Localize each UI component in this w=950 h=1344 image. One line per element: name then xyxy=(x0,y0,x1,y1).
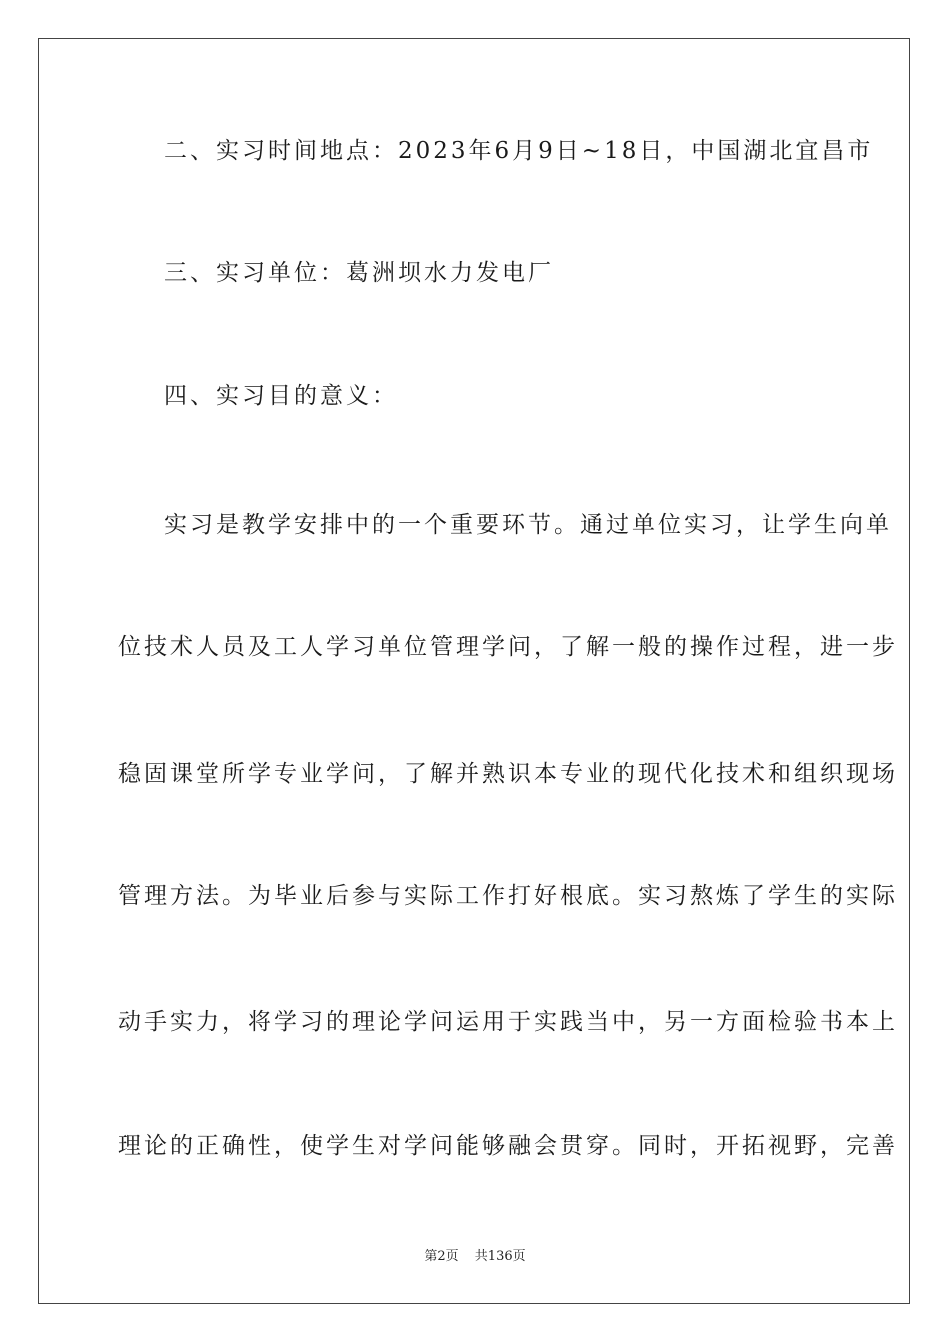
section-heading-unit: 三、实习单位：葛洲坝水力发电厂 xyxy=(164,260,554,286)
paragraph-line: 管理方法。为毕业后参与实际工作打好根底。实习熬炼了学生的实际 xyxy=(118,883,898,909)
section-heading-time-place: 二、实习时间地点：2023年6月9日~18日，中国湖北宜昌市 xyxy=(164,138,874,164)
page-border xyxy=(38,38,910,1304)
paragraph-line: 理论的正确性，使学生对学问能够融会贯穿。同时，开拓视野，完善 xyxy=(118,1133,898,1159)
section-heading-purpose: 四、实习目的意义： xyxy=(164,383,398,409)
paragraph-line: 稳固课堂所学专业学问，了解并熟识本专业的现代化技术和组织现场 xyxy=(118,761,898,787)
page-footer xyxy=(0,1245,950,1264)
paragraph-line: 实习是教学安排中的一个重要环节。通过单位实习，让学生向单 xyxy=(164,512,892,538)
paragraph-line: 位技术人员及工人学习单位管理学问，了解一般的操作过程，进一步 xyxy=(118,634,898,660)
paragraph-line: 动手实力，将学习的理论学问运用于实践当中，另一方面检验书本上 xyxy=(118,1009,898,1035)
page-number: 第2页 xyxy=(424,1249,459,1264)
page-total: 共136页 xyxy=(474,1249,526,1264)
